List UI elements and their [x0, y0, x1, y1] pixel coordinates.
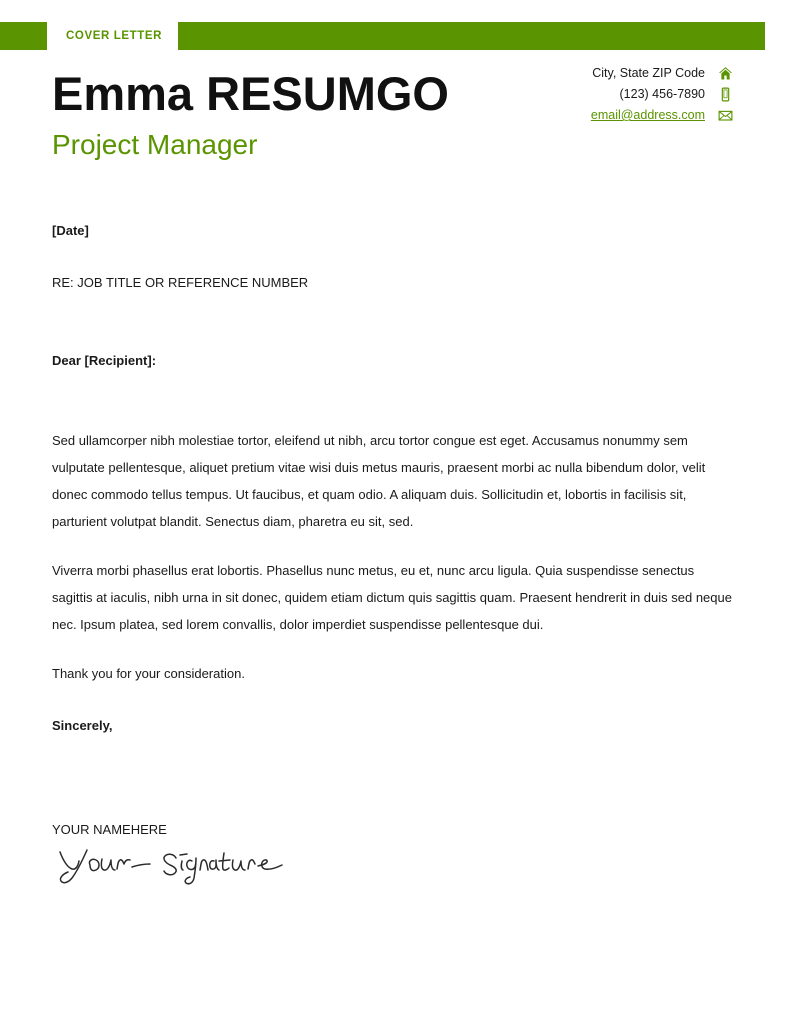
- envelope-icon: [717, 108, 733, 124]
- contact-row-address: [513, 64, 733, 83]
- header-accent-bar: [0, 22, 765, 50]
- letter-paragraph-2: Viverra morbi phasellus erat lobortis. Phasellus nunc metus, eu et, nunc arcu ligula. Quia suspendisse senectus sagittis at iaculis, nibh urna in sit donec, quidem etiam dictum quis sagittis quam. Praesent hendrerit in duis sed neque nec. Ipsum platea, sed lorem convallis, dolor imperdiet suspendisse pellentesque dui.: [52, 563, 732, 632]
- contact-row-phone: [513, 85, 733, 104]
- contact-row-email[interactable]: [513, 106, 733, 125]
- letter-paragraph-1: Sed ullamcorper nibh molestiae tortor, eleifend ut nibh, arcu tortor congue est eget. Accusamus nonummy sem vulputate pellentesque, aliquet pretium vitae wisi duis metus mauris, praesent morbi ac nulla bibendum dolor, velit donec commodo tellus tempus. Ut faucibus, et quam odio. A aliquam duis. Sollicitudin et, lobortis in facilisis sit, parturient volutpat blandit. Senectus diam, pharetra eu sit, sed.: [52, 433, 706, 529]
- mobile-phone-icon: [717, 87, 733, 103]
- contact-block: [513, 64, 733, 127]
- last-name: RESUMGO: [206, 67, 449, 120]
- phone-text: (123) 456-7890: [619, 87, 705, 101]
- page-title: [52, 66, 512, 122]
- document-type-label: COVER LETTER: [66, 30, 163, 42]
- email-link[interactable]: email@address.com: [590, 108, 705, 122]
- letter-subject: RE: JOB TITLE OR REFERENCE NUMBER: [52, 275, 309, 290]
- letter-date: [Date]: [52, 223, 89, 238]
- letter-salutation: Dear [Recipient]:: [52, 353, 157, 368]
- identity-block: [52, 66, 512, 162]
- first-name: Emma: [52, 67, 207, 120]
- job-title: Project Manager: [52, 129, 258, 160]
- home-icon: [717, 66, 733, 82]
- handwritten-signature-icon: [54, 840, 314, 888]
- letter-closing: Sincerely,: [52, 718, 113, 733]
- header-bar-left-segment: [0, 22, 47, 50]
- address-text: City, State ZIP Code: [592, 66, 705, 80]
- signature-printed-name: YOUR NAMEHERE: [52, 822, 167, 837]
- header-bar-right-segment: [178, 22, 765, 50]
- letter-thanks: Thank you for your consideration.: [52, 666, 245, 681]
